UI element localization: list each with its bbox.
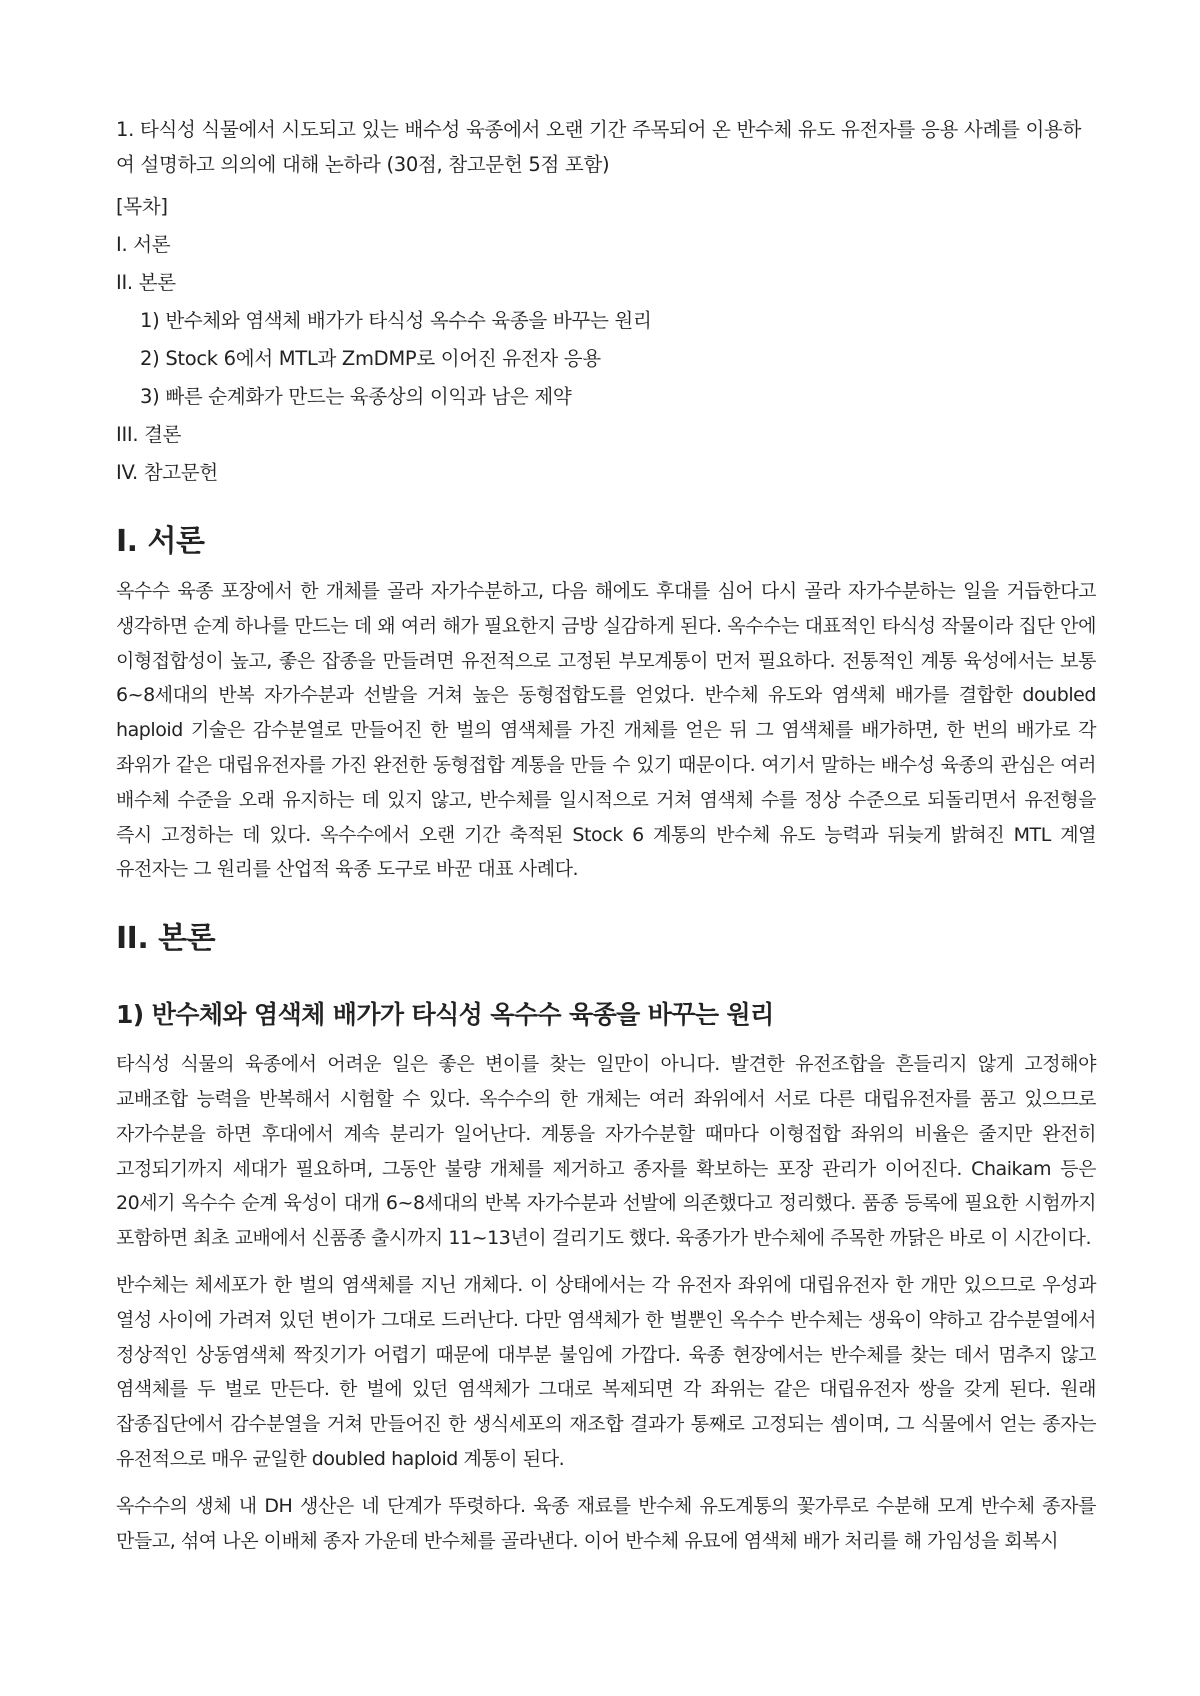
table-of-contents: [116, 193, 1096, 486]
toc-item-conclusion: III. 결론: [116, 423, 182, 446]
toc-item-intro: I. 서론: [116, 233, 171, 256]
toc-item-body-3: 3) 빠른 순계화가 만드는 육종상의 이익과 남은 제약: [140, 385, 572, 408]
intro-heading: I. 서론: [116, 524, 205, 559]
subsection-1-paragraph: 옥수수의 생체 내 DH 생산은 네 단계가 뚜렷하다. 육종 재료를 반수체 유도계통의 꽃가루로 수분해 모계 반수체 종자를 만들고, 섞여 나온 이배체 종자 가운데 반수체를 골라낸다. 이어 반수체 유묘에 염색체 배가 처리를 해 가임성을 회복시: [116, 1494, 1096, 1552]
intro-paragraph: 옥수수 육종 포장에서 한 개체를 골라 자가수분하고, 다음 해에도 후대를 심어 다시 골라 자가수분하는 일을 거듭한다고 생각하면 순계 하나를 만드는 데 왜 여러 해가 필요한지 금방 실감하게 된다. 옥수수는 대표적인 타식성 작물이라 집단 안에 이형접합성이 높고, 좋은 잡종을 만들려면 유전적으로 고정된 부모계통이 먼저 필요하다. 전통적인 계통 육성에서는 보통 6~8세대의 반복 자가수분과 선발을 거쳐 높은 동형접합도를 얻었다. 반수체 유도와 염색체 배가를 결합한 doubled haploid 기술은 감수분열로 만들어진 한 벌의 염색체를 가진 개체를 얻은 뒤 그 염색체를 배가하면, 한 번의 배가로 각 좌위가 같은 대립유전자를 가진 완전한 동형접합 계통을 만들 수 있기 때문이다. 여기서 말하는 배수성 육종의 관심은 여러 배수체 수준을 오래 유지하는 데 있지 않고, 반수체를 일시적으로 거쳐 염색체 수를 정상 수준으로 되돌리면서 유전형을 즉시 고정하는 데 있다. 옥수수에서 오랜 기간 축적된 Stock 6 계통의 반수체 유도 능력과 뒤늦게 밝혀진 MTL 계열 유전자는 그 원리를 산업적 육종 도구로 바꾼 대표 사례다.: [116, 580, 1096, 881]
subsection-1-paragraph: 반수체는 체세포가 한 벌의 염색체를 지닌 개체다. 이 상태에서는 각 유전자 좌위에 대립유전자 한 개만 있으므로 우성과 열성 사이에 가려져 있던 변이가 그대로 드러난다. 다만 염색체가 한 벌뿐인 옥수수 반수체는 생육이 약하고 감수분열에서 정상적인 상동염색체 짝짓기가 어렵기 때문에 대부분 불임에 가깝다. 육종 현장에서는 반수체를 찾는 데서 멈추지 않고 염색체를 두 벌로 만든다. 한 벌에 있던 염색체가 그대로 복제되면 각 좌위는 같은 대립유전자 쌍을 갖게 된다. 원래 잡종집단에서 감수분열을 거쳐 만들어진 한 생식세포의 재조합 결과가 통째로 고정되는 셈이며, 그 식물에서 얻는 종자는 유전적으로 매우 균일한 doubled haploid 계통이 된다.: [116, 1273, 1096, 1470]
body-heading: II. 본론: [116, 921, 216, 957]
question-prompt: 1. 타식성 식물에서 시도되고 있는 배수성 육종에서 오랜 기간 주목되어 온 반수체 유도 유전자를 응용 사례를 이용하여 설명하고 의의에 대해 논하라 (30점, 참고문헌 5점 포함): [116, 118, 1082, 176]
toc-item-body-1: 1) 반수체와 염색체 배가가 타식성 옥수수 육종을 바꾸는 원리: [140, 309, 652, 332]
toc-title: [목차]: [116, 195, 168, 218]
toc-item-body-2: 2) Stock 6에서 MTL과 ZmDMP로 이어진 유전자 응용: [140, 347, 601, 370]
toc-item-references: IV. 참고문헌: [116, 461, 218, 484]
document-page: [116, 112, 1096, 1570]
subsection-1-heading: 1) 반수체와 염색체 배가가 타식성 옥수수 육종을 바꾸는 원리: [116, 1000, 774, 1030]
toc-item-body: II. 본론: [116, 271, 176, 294]
subsection-1-paragraph: 타식성 식물의 육종에서 어려운 일은 좋은 변이를 찾는 일만이 아니다. 발견한 유전조합을 흔들리지 않게 고정해야 교배조합 능력을 반복해서 시험할 수 있다. 옥수수의 한 개체는 여러 좌위에서 서로 다른 대립유전자를 품고 있으므로 자가수분을 하면 후대에서 계속 분리가 일어난다. 계통을 자가수분할 때마다 이형접합 좌위의 비율은 줄지만 완전히 고정되기까지 세대가 필요하며, 그동안 불량 개체를 제거하고 종자를 확보하는 포장 관리가 이어진다. Chaikam 등은 20세기 옥수수 순계 육성이 대개 6~8세대의 반복 자가수분과 선발에 의존했다고 정리했다. 품종 등록에 필요한 시험까지 포함하면 최초 교배에서 신품종 출시까지 11~13년이 걸리기도 했다. 육종가가 반수체에 주목한 까닭은 바로 이 시간이다.: [116, 1053, 1096, 1250]
